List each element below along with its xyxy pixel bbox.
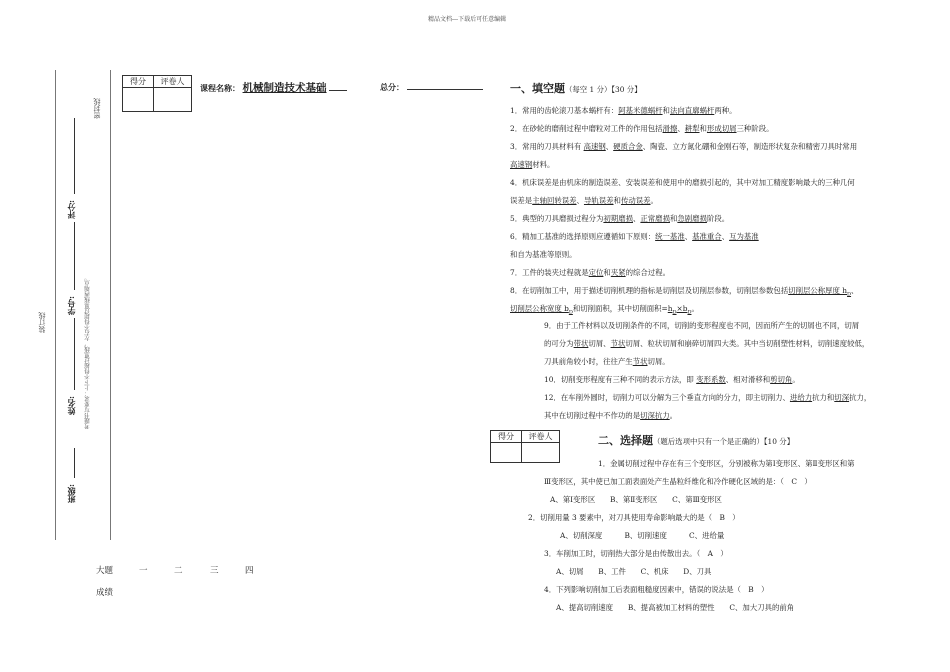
q5-line: 5．典型的刀具磨损过程分为初期磨损、正常磨损和急剧磨损阶段。 xyxy=(510,214,730,223)
q1-line: 1．常用的齿轮滚刀基本蜗杆有：阿基米德蜗杆和法向直廓蜗杆两种。 xyxy=(510,106,737,115)
q3-line-a: 3．常用的刀具材料有 高速钢、硬质合金、陶瓷、立方氮化硼和金刚石等，制造形状复杂和精密刀具时常用 xyxy=(510,142,858,151)
q6-line-b: 和自为基准等原则。 xyxy=(510,250,577,259)
q3-line-b: 高速钢材料。 xyxy=(510,160,555,169)
reviewer-cell[interactable] xyxy=(154,88,192,112)
score-box-section2 xyxy=(490,430,560,463)
q9-line-a: 9．由于工件材料以及切削条件的不同，切削的变形程度也不同，因而所产生的切屑也不同，切屑 xyxy=(544,321,860,330)
course-line xyxy=(200,80,347,95)
mc-q2-options: A、切削深度 B、切削速度 C、进给量 xyxy=(560,531,725,540)
q9-line-b: 的可分为带状切屑、节状切屑、粒状切屑和崩碎切屑四大类。其中当切削塑性材料，切削速度较低， xyxy=(544,339,870,348)
reviewer-cell-2[interactable] xyxy=(522,443,560,463)
mc-q1-options: A、第Ⅰ变形区 B、第Ⅱ变形区 C、第Ⅲ变形区 xyxy=(550,495,722,504)
total-score-label: 总分： xyxy=(380,82,404,92)
name-label: 姓名: xyxy=(66,396,76,415)
grade-col-1: 一 xyxy=(139,566,148,576)
grade-col-4: 四 xyxy=(245,566,254,576)
grade-col-2: 二 xyxy=(174,566,183,576)
total-score-line xyxy=(380,82,483,93)
student-id-label: 学号: xyxy=(66,296,76,315)
q8-line-a: 8．在切削加工中，用于描述切削机理的指标是切削层及切削层参数，切削层参数包括切削层公称厚度 $h_D$、 xyxy=(510,286,859,298)
page-header: 精品文档---下载后可任意编辑 xyxy=(428,16,507,23)
q4-line-b: 误差是主轴回转误差、导轨误差和传动误差。 xyxy=(510,196,658,205)
mc-q1-line-a: 1．金属切削过程中存在有三个变形区，分别被称为第Ⅰ变形区、第Ⅱ变形区和第 xyxy=(598,459,855,468)
score-cell-2[interactable] xyxy=(491,443,522,463)
section1-title: 一、填空题（每空 1 分）【30 分】 xyxy=(510,82,642,95)
student-id-field[interactable] xyxy=(74,222,75,290)
section1-subtitle: （每空 1 分）【30 分】 xyxy=(565,85,642,94)
q8-line-b: 切削层公称宽度 $b_D$和切削面积，其中切削面积$=h_D\times b_D$。 xyxy=(510,304,699,316)
q11-line-b: 其中在切削过程中不作功的是切深抗力。 xyxy=(544,411,678,420)
score-box-top xyxy=(122,75,192,112)
q2-line: 2．在砂轮的磨削过程中磨粒对工件的作用包括滑擦、耕犁和形成切屑三种阶段。 xyxy=(510,124,774,133)
course-name: 机械制造技术基础 xyxy=(242,82,327,94)
binding-line-label: 装订线 xyxy=(38,312,46,333)
q11-line-a: 12．在车削外圆时，切削力可以分解为三个垂直方向的分力，即主切削力、进给力抗力和切深抗力， xyxy=(544,393,872,402)
grade-col-3: 三 xyxy=(210,566,219,576)
q10-line: 10．切削变形程度有三种不同的表示方法，即 变形系数、相对滑移和剪切角。 xyxy=(544,375,800,384)
course-label: 课程名称： xyxy=(200,83,240,93)
class-label: 班级: xyxy=(66,484,76,503)
class-field[interactable] xyxy=(74,448,75,478)
score-cell[interactable] xyxy=(123,88,154,112)
score-header: 得分 xyxy=(123,76,154,88)
section2-title: 二、选择题（题后选项中只有一个是正确的）【10 分】 xyxy=(598,434,795,447)
grade-row-label-1: 大题 xyxy=(96,566,114,576)
reviewer-header-2: 评卷人 xyxy=(522,431,560,443)
exam-notice: 考题书写要求：上下不得超过黑线，左右不得超过黑线两端点。 xyxy=(85,275,91,429)
name-field[interactable] xyxy=(74,318,75,390)
mc-q1-line-b: Ⅲ变形区，其中使已加工面表面处产生晶粒纤维化和冷作硬化区域的是：（ C ） xyxy=(544,477,812,486)
reviewer-header: 评卷人 xyxy=(154,76,192,88)
mc-q2-line: 2．切削用量 3 要素中，对刀具使用寿命影响最大的是（ B ） xyxy=(528,513,740,522)
mc-q3-line: 3．车削加工时，切削热大部分是由传散出去。（ A ） xyxy=(544,549,728,558)
sidebar-line-left xyxy=(55,70,56,540)
score-field[interactable] xyxy=(74,118,75,194)
score-header-2: 得分 xyxy=(491,431,522,443)
grade-row-label-2: 成绩 xyxy=(96,588,114,598)
q7-line: 7．工件的装夹过程就是定位和夹紧的综合过程。 xyxy=(510,268,670,277)
q4-line-a: 4．机床误差是由机床的制造误差、安装误差和使用中的磨损引起的，其中对加工精度影响最大的三种几何 xyxy=(510,178,855,187)
total-score-field[interactable] xyxy=(407,89,483,90)
mc-q4-line: 4．下列影响切削加工后表面粗糙度因素中，错误的说法是（ B ） xyxy=(544,585,769,594)
q9-line-c: 刀具前角较小时，往往产生节状切屑。 xyxy=(544,357,670,366)
score-label: 评分: xyxy=(66,200,76,219)
mc-q3-options: A、切屑 B、工件 C、机床 D、刀具 xyxy=(556,567,712,576)
q6-line-a: 6．精加工基准的选择原则应遵循如下原则：统一基准、基准重合、互为基准 xyxy=(510,232,759,241)
seal-line-label: 密封线 xyxy=(93,98,101,119)
mc-q4-options: A、提高切削速度 B、提高被加工材料的塑性 C、加大刀具的前角 xyxy=(556,603,795,612)
section2-subtitle: （题后选项中只有一个是正确的）【10 分】 xyxy=(653,437,795,446)
sidebar-line-right xyxy=(110,70,111,540)
